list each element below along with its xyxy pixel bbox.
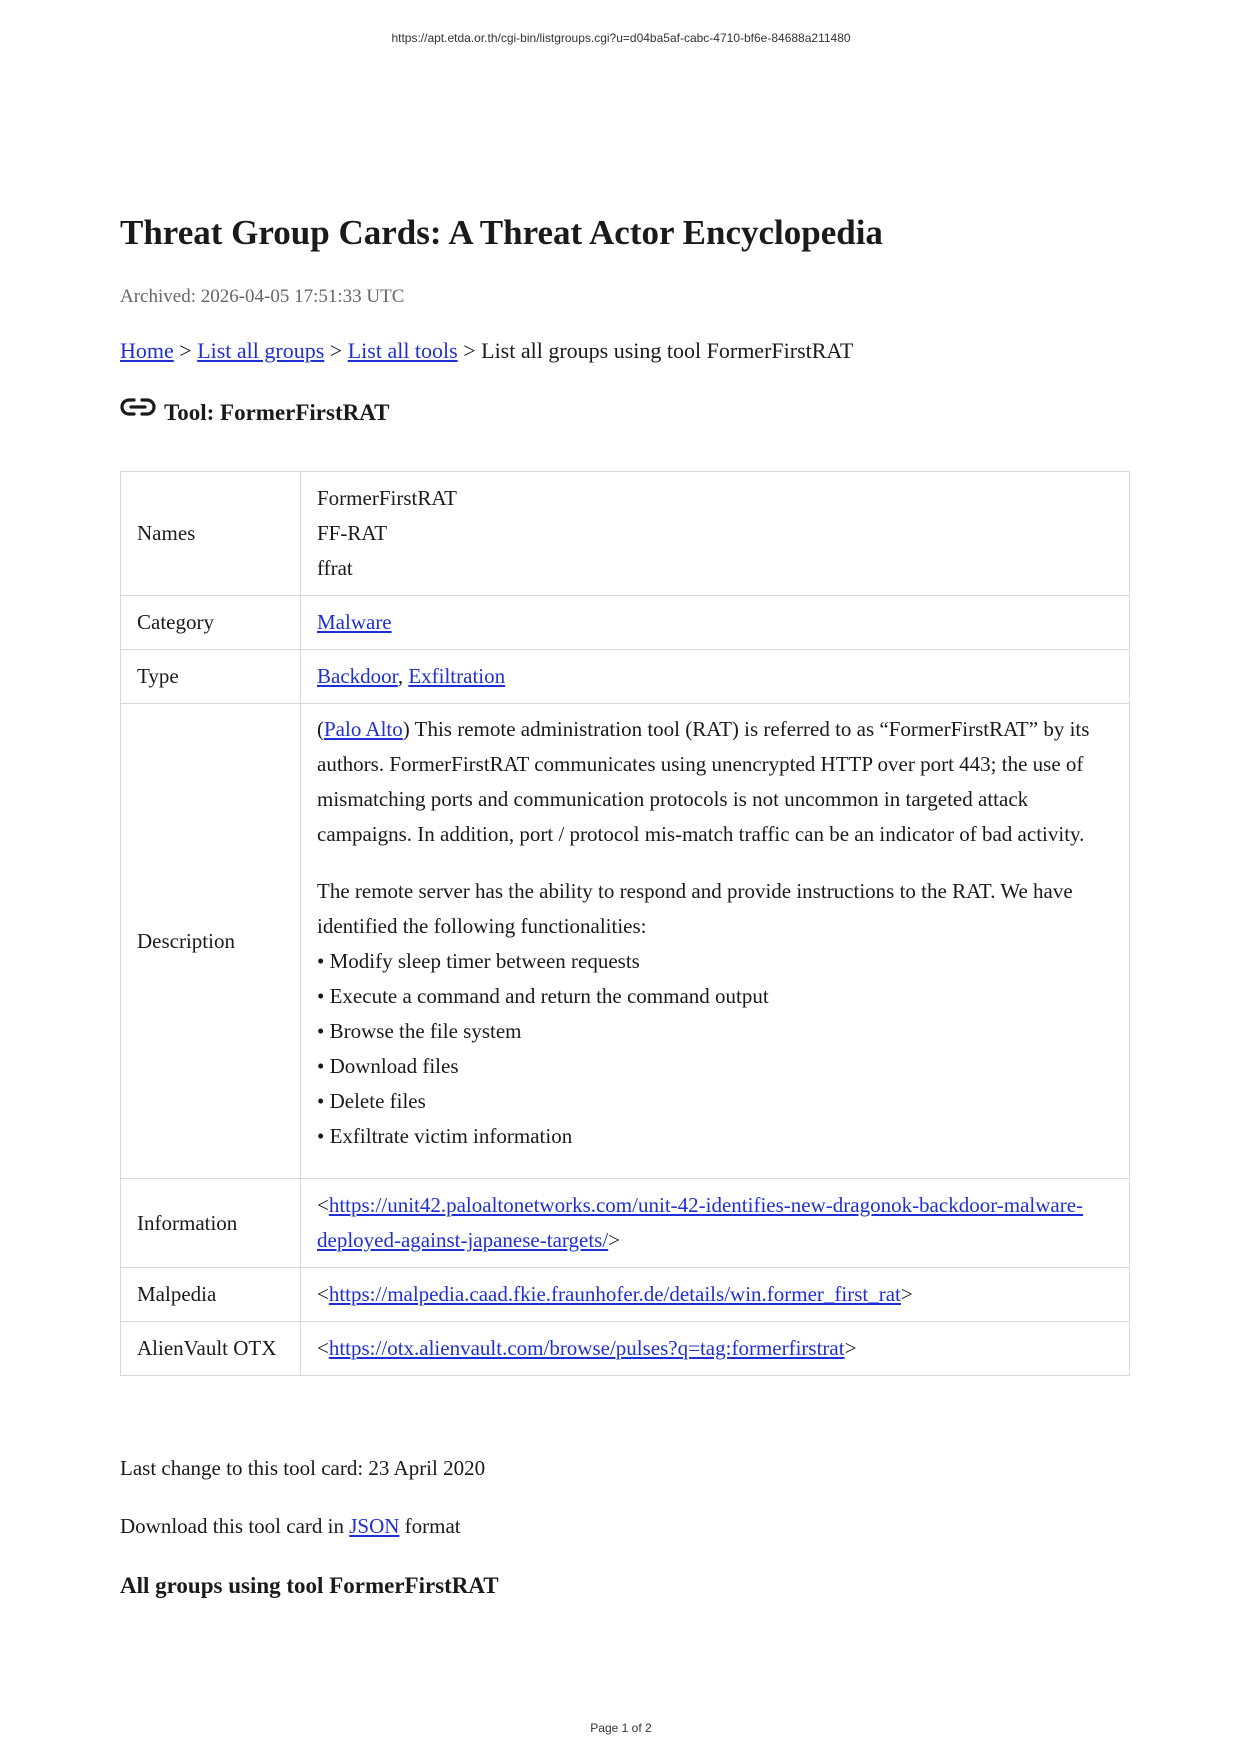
table-row-information bbox=[121, 1179, 1130, 1268]
download-prefix: Download this tool card in bbox=[120, 1514, 350, 1538]
name-item: ffrat bbox=[317, 556, 353, 580]
list-item: • Download files bbox=[317, 1054, 459, 1078]
category-label: Category bbox=[121, 596, 301, 650]
angle-open: < bbox=[317, 1193, 329, 1217]
category-value bbox=[301, 596, 1130, 650]
list-item: • Modify sleep timer between requests bbox=[317, 949, 640, 973]
palo-alto-source-link[interactable]: Palo Alto bbox=[324, 717, 403, 741]
angle-open: < bbox=[317, 1336, 329, 1360]
breadcrumb-current: > List all groups using tool FormerFirstRAT bbox=[457, 338, 854, 363]
names-value bbox=[301, 472, 1130, 596]
information-url-link[interactable]: https://unit42.paloaltonetworks.com/unit-42-identifies-new-dragonok-backdoor-malware-deployed-against-japanese-targets/ bbox=[317, 1193, 1084, 1252]
angle-close: > bbox=[608, 1228, 621, 1252]
json-download-link[interactable]: JSON bbox=[349, 1514, 400, 1538]
breadcrumb-separator: > bbox=[173, 338, 198, 363]
alienvault-label: AlienVault OTX bbox=[121, 1322, 301, 1376]
category-malware-link[interactable]: Malware bbox=[317, 610, 392, 634]
type-value bbox=[301, 650, 1130, 704]
information-label: Information bbox=[121, 1179, 301, 1268]
angle-close: > bbox=[844, 1336, 857, 1360]
table-row-type bbox=[121, 650, 1130, 704]
tool-card-table bbox=[120, 471, 1130, 1376]
description-paragraph: The remote server has the ability to respond and provide instructions to the RAT. We have identified the following functionalities: bbox=[317, 879, 1073, 938]
alienvault-url-link[interactable]: https://otx.alienvault.com/browse/pulses?q=tag:formerfirstrat bbox=[328, 1336, 845, 1360]
list-item: • Execute a command and return the command output bbox=[317, 984, 769, 1008]
list-item: • Delete files bbox=[317, 1089, 426, 1113]
description-text: ) This remote administration tool (RAT) is referred to as “FormerFirstRAT” by its authors. FormerFirstRAT communicates using unencrypted HTTP over port 443; the use of mismatching ports and communication protocols is not uncommon in targeted attack campaigns. In addition, port / protocol mis-match traffic can be an indicator of bad activity. bbox=[317, 717, 1090, 846]
malpedia-value bbox=[301, 1268, 1130, 1322]
angle-close: > bbox=[900, 1282, 913, 1306]
malpedia-label: Malpedia bbox=[121, 1268, 301, 1322]
page-title: Threat Group Cards: A Threat Actor Encyclopedia bbox=[120, 213, 883, 252]
download-line bbox=[120, 1514, 461, 1539]
archived-timestamp: Archived: 2026-04-05 17:51:33 UTC bbox=[120, 286, 405, 307]
description-open-paren: ( bbox=[317, 717, 324, 741]
download-suffix: format bbox=[399, 1514, 461, 1538]
description-paragraph bbox=[317, 712, 1113, 852]
groups-using-tool-heading: All groups using tool FormerFirstRAT bbox=[120, 1573, 499, 1598]
description-value bbox=[301, 704, 1130, 1179]
malpedia-url-link[interactable]: https://malpedia.caad.fkie.fraunhofer.de/details/win.former_first_rat bbox=[328, 1282, 901, 1306]
tool-heading-text: Tool: FormerFirstRAT bbox=[164, 400, 390, 425]
angle-open: < bbox=[317, 1282, 329, 1306]
names-label: Names bbox=[121, 472, 301, 596]
functionalities-list bbox=[317, 944, 1113, 1154]
type-separator: , bbox=[397, 664, 409, 688]
table-row-category bbox=[121, 596, 1130, 650]
page-number-footer: Page 1 of 2 bbox=[590, 1721, 652, 1735]
link-icon bbox=[120, 396, 156, 418]
type-backdoor-link[interactable]: Backdoor bbox=[317, 664, 398, 688]
name-item: FormerFirstRAT bbox=[317, 486, 458, 510]
type-exfiltration-link[interactable]: Exfiltration bbox=[408, 664, 506, 688]
breadcrumb-list-tools-link[interactable]: List all tools bbox=[347, 338, 458, 363]
alienvault-value bbox=[301, 1322, 1130, 1376]
table-row-alienvault bbox=[121, 1322, 1130, 1376]
list-item: • Exfiltrate victim information bbox=[317, 1124, 573, 1148]
breadcrumb-separator: > bbox=[324, 338, 348, 363]
information-value bbox=[301, 1179, 1130, 1268]
table-row-malpedia bbox=[121, 1268, 1130, 1322]
breadcrumb-list-groups-link[interactable]: List all groups bbox=[197, 338, 325, 363]
last-change-text: Last change to this tool card: 23 April 2020 bbox=[120, 1456, 486, 1480]
page-url-header: https://apt.etda.or.th/cgi-bin/listgroups.cgi?u=d04ba5af-cabc-4710-bf6e-84688a211480 bbox=[391, 31, 851, 45]
name-item: FF-RAT bbox=[317, 521, 388, 545]
tool-heading bbox=[120, 400, 389, 426]
type-label: Type bbox=[121, 650, 301, 704]
breadcrumb-home-link[interactable]: Home bbox=[120, 338, 174, 363]
table-row-names bbox=[121, 472, 1130, 596]
description-label: Description bbox=[121, 704, 301, 1179]
list-item: • Browse the file system bbox=[317, 1019, 522, 1043]
breadcrumb bbox=[120, 338, 853, 364]
table-row-description bbox=[121, 704, 1130, 1179]
